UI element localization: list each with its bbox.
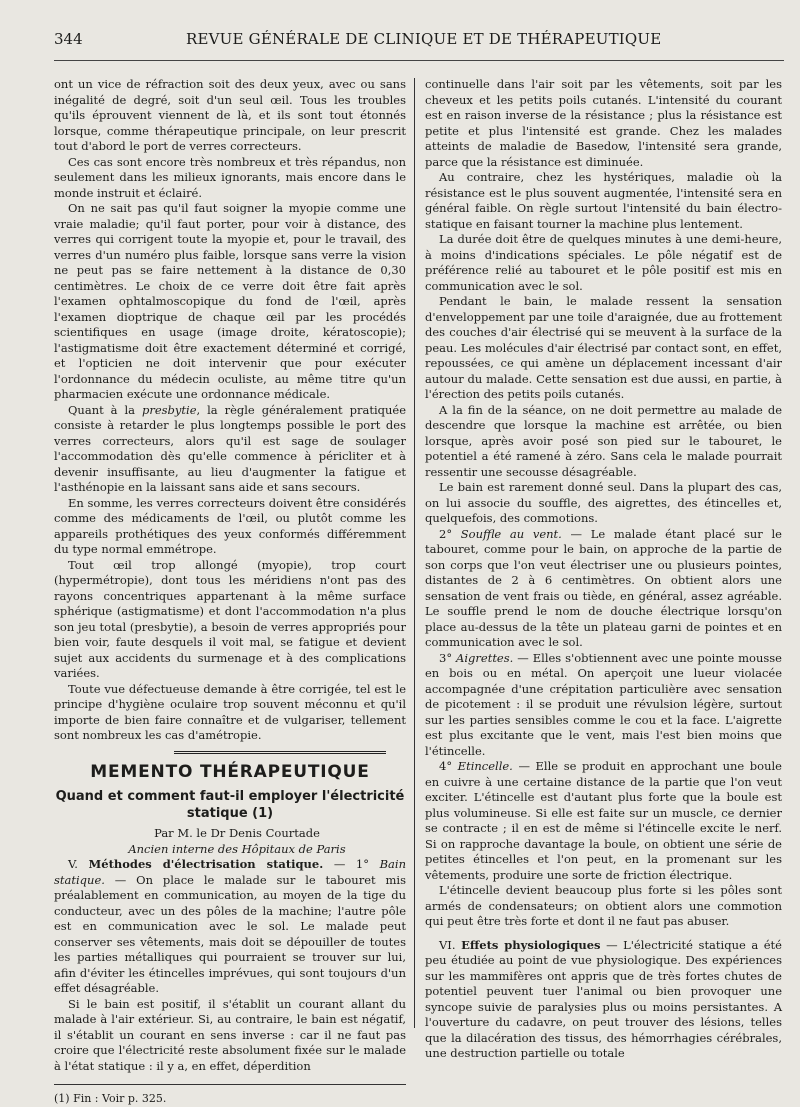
paragraph: On ne sait pas qu'il faut soigner la myopie comme une vraie maladie; qu'il faut porter, pour voir à distance, des verres qui corrigent toute la myopie et, pour le travail, des verres d'un numéro plus faible, lorsque sans verre la vision ne peut pas se faire nettement à la distance de 0,30 centimètres. Le choix de ce verre doit être fait après l'examen ophtalmoscopique du fond de l'œil, après l'examen dioptrique de chaque œil par les procédés scientifiques en usage (image droite, kératoscopie); l'astigmatisme doit être exactement déterminé et corrigé, et l'opticien ne doit intervenir que pour exécuter l'ordonnance du médecin oculiste, au même titre qu'un pharmacien exécute une ordonnance médicale. xyxy=(54,201,406,401)
paragraph: Toute vue défectueuse demande à être corrigée, tel est le principe d'hygiène oculaire trop souvent méconnu et qu'il importe de bien faire connaître et de vulgariser, tellement sont nombreux les cas d'amétropie. xyxy=(54,681,406,742)
article-author: Par M. le Dr Denis Courtade xyxy=(154,826,320,840)
article-title: Quand et comment faut-il employer l'électricité statique (1) xyxy=(55,789,405,821)
paragraph: continuelle dans l'air soit par les vêtements, soit par les cheveux et les petits poils cutanés. L'intensité du courant est en raison inverse de la résistance ; plus la résistance est petite et plus l'intensité est grande. Chez les malades atteints de maladie de Basedow, l'intensité sera grande, parce que la résistance est diminuée. xyxy=(425,77,782,169)
running-title: REVUE GÉNÉRALE DE CLINIQUE ET DE THÉRAPEUTIQUE xyxy=(186,30,662,48)
paragraph: Pendant le bain, le malade ressent la sensation d'enveloppement par une toile d'araignée, due au frottement des couches d'air électrisé qui se meuvent à la surface de la peau. Les molécules d'air électrisé par contact sont, en effet, repoussées, ce qui amène un déplacement incessant d'air autour du malade. Cette sensation est due aussi, en partie, à l'érection des petits poils cutanés. xyxy=(425,294,782,401)
paragraph: ont un vice de réfraction soit des deux yeux, avec ou sans inégalité de degré, soit d'un seul œil. Tous les troubles qu'ils éprouvent viennent de là, et ils sont tout étonnés lorsque, comme thérapeutique principale, on leur prescrit tout d'abord le port de verres correcteurs. xyxy=(54,77,406,153)
section-title: MEMENTO THÉRAPEUTIQUE xyxy=(90,761,370,782)
right-column xyxy=(425,77,782,1062)
paragraph: Au contraire, chez les hystériques, maladie où la résistance est le plus souvent augmentée, l'intensité sera en général faible. On règle surtout l'intensité du bain électro-statique en faisant tourner la machine plus lentement. xyxy=(425,170,782,231)
column-divider xyxy=(414,78,415,1028)
left-column xyxy=(54,77,406,1107)
paragraph: En somme, les verres correcteurs doivent être considérés comme des médicaments de l'œil, ou plutôt comme les appareils prothétiques des yeux conformés différemment du type normal emmétrope. xyxy=(54,495,406,556)
footnote: (1) Fin : Voir p. 325. xyxy=(54,1092,167,1105)
paragraph: Tout œil trop allongé (myopie), trop court (hypermétropie), dont tous les méridiens n'ont pas des rayons concentriques appartenant à la même surface sphérique (astigmatisme) et dont l'accommodation n'a plus son jeu total (presbytie), a besoin de verres appropriés pour bien voir, faute desquels il voit mal, se fatigue et devient sujet aux accidents du surmenage et à des complications variées. xyxy=(54,557,406,680)
spacer xyxy=(425,930,782,938)
paragraph: V. Méthodes d'électrisation statique. — 1° Bain statique. — On place le malade sur le tabouret mis préalablement en communication, au moyen de la tige du conducteur, avec un des pôles de la machine; l'autre pôle est en communication avec le sol. Le malade peut conserver ses vêtements, mais doit se dépouiller de toutes les parties métalliques qui pourraient se trouver sur lui, afin d'éviter les étincelles imprévues, qui sont toujours d'un effet désagréable. xyxy=(54,857,406,995)
paragraph: Ces cas sont encore très nombreux et très répandus, non seulement dans les milieux ignorants, mais encore dans le monde instruit et éclairé. xyxy=(54,154,406,200)
footnote-rule xyxy=(54,1084,406,1085)
paragraph: Le bain est rarement donné seul. Dans la plupart des cas, on lui associe du souffle, des aigrettes, des étincelles et, quelquefois, des commotions. xyxy=(425,480,782,525)
header-rule xyxy=(54,60,784,61)
paragraph: Quant à la presbytie, la règle généralement pratiquée consiste à retarder le plus longtemps possible le port des verres correcteurs, alors qu'il est sage de soulager l'accommodation dès qu'elle commence à péricliter et à devenir insuffisante, au lieu d'augmenter la fatigue et l'asthénopie en la laissant sans aide et sans secours. xyxy=(54,402,406,494)
page-header xyxy=(0,0,800,64)
paragraph: Si le bain est positif, il s'établit un courant allant du malade à l'air extérieur. Si, au contraire, le bain est négatif, il s'établit un courant en sens inverse : car il ne faut pas croire que l'électricité reste absolument fixée sur le malade à l'état statique : il y a, en effet, déperdition xyxy=(54,996,406,1073)
paragraph: 2° Souffle au vent. — Le malade étant placé sur le tabouret, comme pour le bain, on approche de la partie de son corps que l'on veut électriser une ou plusieurs pointes, distantes de 2 à 6 centimètres. On obtient alors une sensation de vent frais ou tiède, en général, assez agréable. Le souffle prend le nom de douche électrique lorsqu'on place au-dessus de la tête un plateau garni de pointes et en communication avec le sol. xyxy=(425,526,782,649)
author-role: Ancien interne des Hôpitaux de Paris xyxy=(128,841,346,856)
section-ornament-rule xyxy=(174,751,386,759)
paragraph: 4° Etincelle. — Elle se produit en approchant une boule en cuivre à une certaine distance de la partie que l'on veut exciter. L'étincelle est d'autant plus forte que la boule est plus volumineuse. Si elle est faite sur un muscle, ce dernier se contracte ; il en est de même si l'étincelle excite le nerf. Si on rapproche davantage la boule, on obtient une série de petites étincelles et l'on peut, en la promenant sur les vêtements, produire une sorte de friction électrique. xyxy=(425,759,782,882)
paragraph: L'étincelle devient beaucoup plus forte si les pôles sont armés de condensateurs; on obtient alors une commotion qui peut être très forte et dont il ne faut pas abuser. xyxy=(425,883,782,928)
paragraph: A la fin de la séance, on ne doit permettre au malade de descendre que lorsque la machine est arrêtée, ou bien lorsque, après avoir posé son pied sur le tabouret, le potentiel a été ramené à zéro. Sans cela le malade pourrait ressentir une secousse désagréable. xyxy=(425,402,782,479)
paragraph: VI. Effets physiologiques — L'électricité statique a été peu étudiée au point de vue physiologique. Des expériences sur les mammifères ont appris que de très fortes chutes de potentiel peuvent tuer l'animal ou bien provoquer une syncope suivie de paralysies plus ou moins persistantes. A l'ouverture du cadavre, on peut trouver des lésions, telles que la dilacération des tissus, des hémorrhagies cérébrales, une destruction partielle ou totale xyxy=(425,937,782,1060)
page-number: 344 xyxy=(54,30,83,48)
paragraph: 3° Aigrettes. — Elles s'obtiennent avec une pointe mousse en bois ou en métal. On aperçoit une lueur violacée accompagnée d'une crépitation particulière avec sensation de picotement : il se produit une révulsion légère, surtout sur les parties sensibles comme le cou et la face. L'aigrette est plus excitante que le vent, mais l'est bien moins que l'étincelle. xyxy=(425,650,782,758)
paragraph: La durée doit être de quelques minutes à une demi-heure, à moins d'indications spéciales. Le pôle négatif est de préférence relié au tabouret et le pôle positif est mis en communication avec le sol. xyxy=(425,232,782,293)
